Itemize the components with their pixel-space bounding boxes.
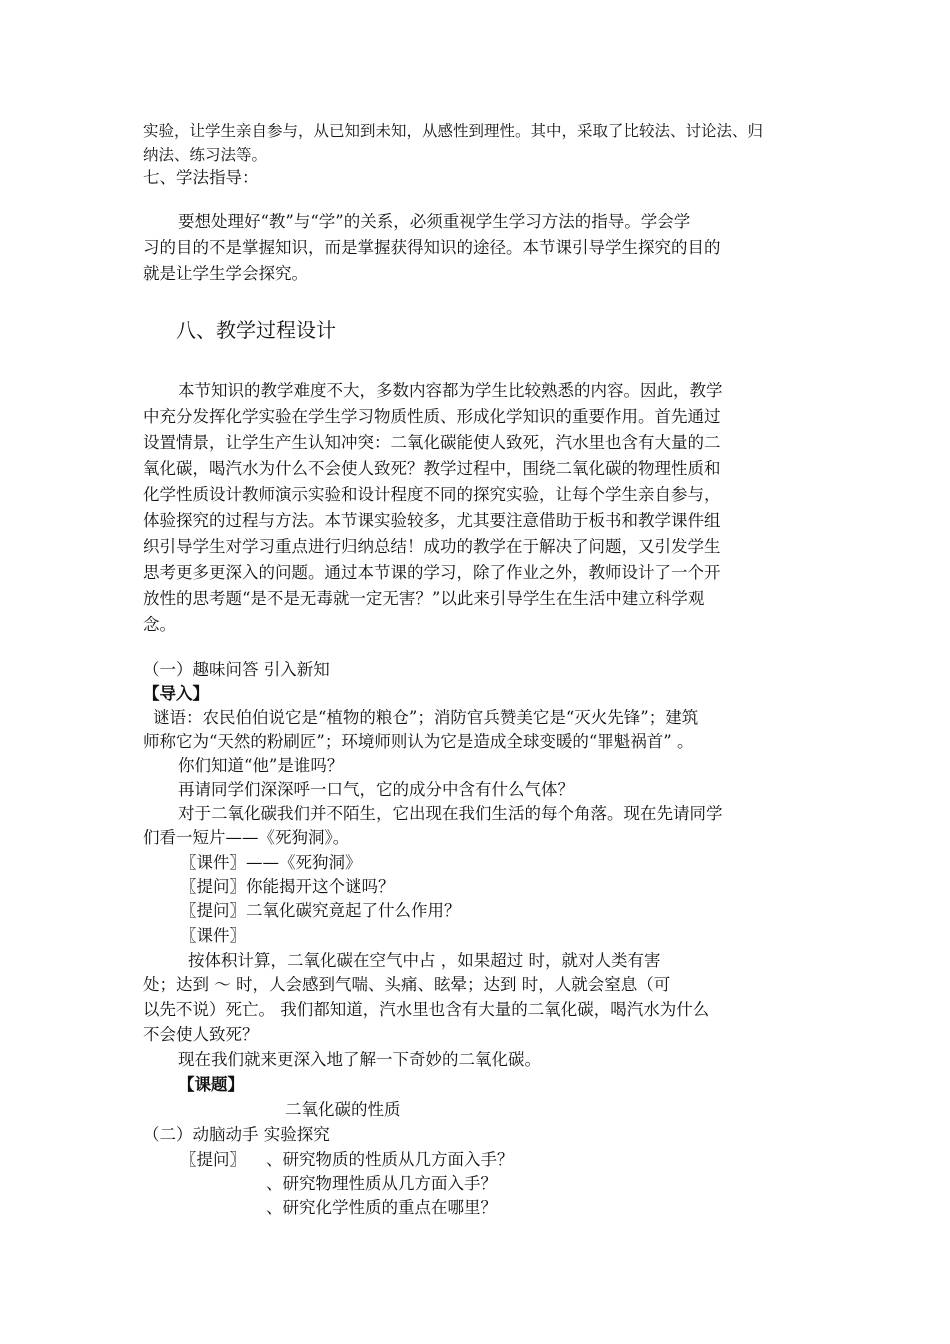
part-2-title: （二）动脑动手 实验探究 (143, 1125, 330, 1144)
volume-line-3: 以先不说）死亡。 我们都知道，汽水里也含有大量的二氧化碳，喝汽水为什么 (143, 1000, 710, 1019)
question-breath: 再请同学们深深呼一口气，它的成分中含有什么气体？ (178, 780, 574, 799)
intro-line-1: 实验，让学生亲自参与，从已知到未知，从感性到理性。其中，采取了比较法、讨论法、归 (143, 122, 764, 140)
topic-name: 二氧化碳的性质 (285, 1100, 401, 1119)
volume-line-2: 处；达到 ～ 时，人会感到气喘、头痛、眩晕；达到 时，人就会窒息（可 (143, 975, 671, 994)
question-label: 〖提问〗 (180, 1150, 246, 1169)
courseware-1: 〖课件〗——《死狗洞》 (180, 853, 362, 872)
riddle-line-2: 师称它为“天然的粉刷匠”；环境师则认为它是造成全球变暖的“罪魁祸首” 。 (143, 732, 694, 751)
section-8-line-10: 念。 (143, 615, 176, 634)
co2-intro-line-1: 对于二氧化碳我们并不陌生，它出现在我们生活的每个角落。现在先请同学 (178, 804, 723, 823)
volume-line-1: 按体积计算，二氧化碳在空气中占 ，如果超过 时，就对人类有害 (188, 951, 661, 970)
section-8-line-7: 织引导学生对学习重点进行归纳总结！成功的教学在于解决了问题，又引发学生 (143, 537, 721, 556)
section-7-line-2: 习的目的不是掌握知识，而是掌握获得知识的途径。本节课引导学生探究的目的 (143, 238, 721, 257)
question-item-2: 、研究物理性质从几方面入手？ (266, 1174, 497, 1193)
question-item-3: 、研究化学性质的重点在哪里？ (266, 1198, 497, 1217)
question-who: 你们知道“他”是谁吗？ (178, 756, 344, 775)
section-8-line-5: 化学性质设计教师演示实验和设计程度不同的探究实验，让每个学生亲自参与， (143, 485, 721, 504)
question-item-1: 、研究物质的性质从几方面入手？ (266, 1150, 514, 1169)
riddle-line-1: 谜语：农民伯伯说它是“植物的粮仓”；消防官兵赞美它是“灭火先锋”；建筑 (153, 708, 699, 727)
section-8-title: 八、教学过程设计 (176, 318, 336, 342)
intro-tag: 【导入】 (143, 684, 209, 703)
question-1: 〖提问〗你能揭开这个谜吗？ (180, 877, 395, 896)
intro-line-2: 纳法、练习法等。 (143, 146, 268, 164)
volume-line-4: 不会使人致死？ (143, 1025, 259, 1044)
section-7-line-1: 要想处理好“教”与“学”的关系，必须重视学生学习方法的指导。学会学 (178, 212, 691, 231)
section-7-title: 七、学法指导： (143, 168, 259, 187)
section-8-line-3: 设置情景，让学生产生认知冲突：二氧化碳能使人致死，汽水里也含有大量的二 (143, 433, 721, 452)
section-8-line-6: 体验探究的过程与方法。本节课实验较多，尤其要注意借助于板书和教学课件组 (143, 511, 721, 530)
section-8-line-4: 氧化碳，喝汽水为什么不会使人致死？教学过程中，围绕二氧化碳的物理性质和 (143, 459, 721, 478)
section-8-line-1: 本节知识的教学难度不大，多数内容都为学生比较熟悉的内容。因此，教学 (178, 381, 723, 400)
co2-intro-line-2: 们看一短片——《死狗洞》。 (143, 828, 350, 847)
question-2: 〖提问〗二氧化碳究竟起了什么作用？ (180, 901, 461, 920)
topic-tag: 【课题】 (178, 1075, 244, 1094)
part-1-title: （一）趣味问答 引入新知 (143, 660, 330, 679)
courseware-2: 〖课件〗 (180, 926, 246, 945)
deeper-line: 现在我们就来更深入地了解一下奇妙的二氧化碳。 (178, 1050, 541, 1069)
section-8-line-2: 中充分发挥化学实验在学生学习物质性质、形成化学知识的重要作用。首先通过 (143, 407, 721, 426)
section-8-line-8: 思考更多更深入的问题。通过本节课的学习，除了作业之外，教师设计了一个开 (143, 563, 721, 582)
section-8-line-9: 放性的思考题“是不是无毒就一定无害？”以此来引导学生在生活中建立科学观 (143, 589, 705, 608)
section-7-line-3: 就是让学生学会探究。 (143, 264, 308, 283)
